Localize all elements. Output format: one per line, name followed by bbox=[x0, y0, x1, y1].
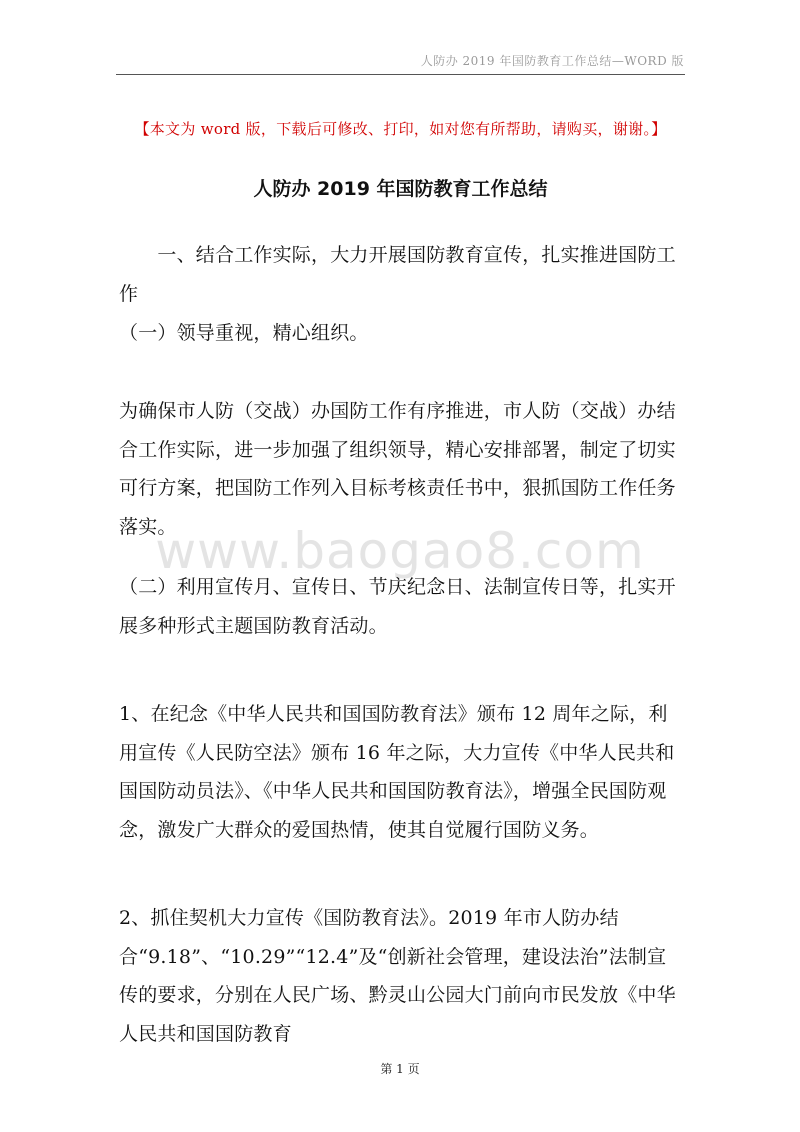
page-number: 第 1 页 bbox=[380, 1062, 420, 1076]
purchase-notice: 【本文为 word 版，下载后可修改、打印，如对您有所帮助，请购买，谢谢。】 bbox=[134, 120, 667, 138]
body-paragraph-1: 为确保市人防（交战）办国防工作有序推进，市人防（交战）办结合工作实际，进一步加强了组织领导，精心安排部署，制定了切实可行方案，把国防工作列入目标考核责任书中，狠抓国防工作任务落实。 bbox=[119, 400, 676, 538]
running-header: 人防办 2019 年国防教育工作总结—WORD 版 bbox=[420, 54, 684, 68]
header-divider bbox=[116, 74, 685, 75]
body-paragraph-3: 2、抓住契机大力宣传《国防教育法》。2019 年市人防办结合“9.18”、“10.29”“12.4”及“创新社会管理，建设法治”法制宣传的要求，分别在人民广场、黔灵山公园大门前向市民发放《中华人民共和国国防教育 bbox=[119, 907, 676, 1045]
document-title: 人防办 2019 年国防教育工作总结 bbox=[253, 178, 548, 200]
subsection-heading-1: （一）领导重视，精心组织。 bbox=[119, 322, 369, 344]
subsection-heading-2: （二）利用宣传月、宣传日、节庆纪念日、法制宣传日等，扎实开展多种形式主题国防教育活动。 bbox=[119, 576, 676, 637]
watermark: www.baogao8.com bbox=[155, 522, 645, 580]
section-heading-1: 一、结合工作实际，大力开展国防教育宣传，扎实推进国防工作 bbox=[119, 244, 676, 305]
body-paragraph-2: 1、在纪念《中华人民共和国国防教育法》颁布 12 周年之际，利用宣传《人民防空法》颁布 16 年之际，大力宣传《中华人民共和国国防动员法》、《中华人民共和国国防教育法》，增强全民国防观念，激发广大群众的爱国热情，使其自觉履行国防义务。 bbox=[119, 703, 675, 841]
